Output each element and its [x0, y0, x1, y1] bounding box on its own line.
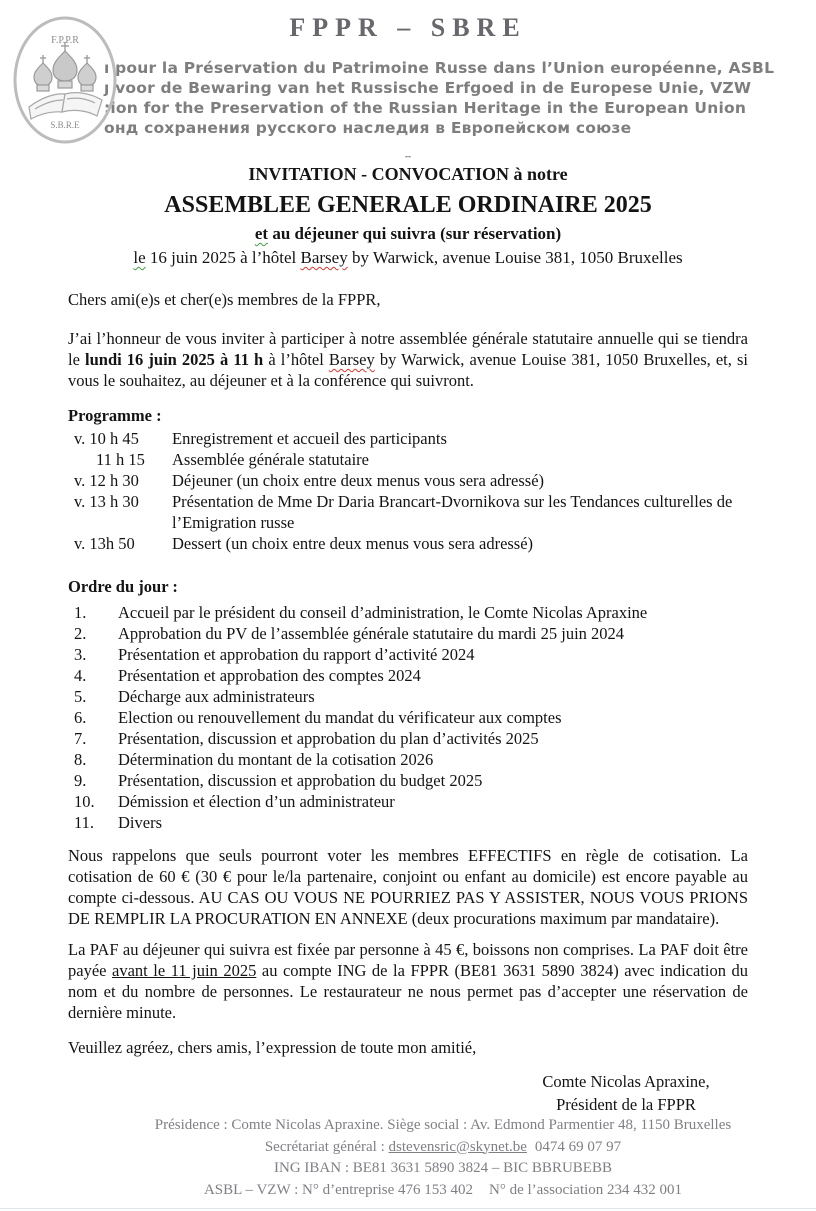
agenda-list — [68, 602, 748, 833]
agenda-number: 10. — [74, 792, 95, 811]
agenda-text: Accueil par le président du conseil d’administration, le Comte Nicolas Apraxine — [118, 603, 648, 622]
programme-item — [68, 470, 748, 491]
programme-text: Présentation de Mme Dr Daria Brancart-Dvornikova sur les Tendances culturelles de l’Emigration russe — [172, 492, 733, 532]
signature-block — [496, 1070, 756, 1116]
paf-paragraph: La PAF au déjeuner qui suivra est fixée par personne à 45 €, boissons non comprises. La PAF doit être payée avant le 11 juin 2025 au compte ING de la FPPR (BE81 3631 5890 3824) avec indication du nom et du nombre de personnes. Le restaurateur ne nous permet pas d’accepter une réservation de dernière minute. — [68, 940, 748, 1022]
signature-role: Président de la FPPR — [556, 1095, 696, 1114]
agenda-number: 6. — [74, 708, 87, 727]
agenda-number: 3. — [74, 645, 87, 664]
agenda-text: Présentation, discussion et approbation du budget 2025 — [118, 771, 483, 790]
agenda-number: 11. — [74, 813, 95, 832]
programme-item — [68, 491, 748, 533]
agenda-text: Divers — [118, 813, 162, 832]
agenda-heading: Ordre du jour : — [68, 577, 178, 596]
agenda-item — [68, 665, 748, 686]
agenda-item — [68, 728, 748, 749]
footer-iban-line: ING IBAN : BE81 3631 5890 3824 – BIC BBRUBEBB — [274, 1160, 612, 1176]
agenda-number: 7. — [74, 729, 87, 748]
secretariat-phone: 0474 69 07 97 — [534, 1138, 622, 1155]
footer-asbl-line: ASBL – VZW : N° d’entreprise 476 153 402 N° de l’association 234 432 001 — [203, 1181, 683, 1198]
russian-church-book-emblem-icon — [13, 15, 118, 145]
greeting: Chers ami(e)s et cher(e)s membres de la FPPR, — [68, 290, 381, 309]
programme-time: v. 13h 50 — [74, 534, 135, 553]
document-footer — [95, 1115, 791, 1201]
programme-time: v. 12 h 30 — [74, 471, 139, 490]
secretariat-email-link[interactable]: dstevensric@skynet.be — [388, 1138, 527, 1155]
org-name-line: :ion for the Preservation of the Russian Heritage in the European Union — [104, 99, 747, 117]
agenda-text: Détermination du montant de la cotisation 2026 — [118, 750, 434, 769]
agenda-text: Démission et élection d’un administrateur — [118, 792, 395, 811]
fppr-sbre-logo — [13, 15, 118, 145]
agenda-text: Approbation du PV de l’assemblée générale statutaire du mardi 25 juin 2024 — [118, 624, 625, 643]
meeting-datetime: lundi 16 juin 2025 à 11 h — [85, 350, 264, 369]
agenda-number: 8. — [74, 750, 87, 769]
bottom-rule — [0, 1208, 816, 1209]
agenda-item — [68, 770, 748, 791]
closing-line: Veuillez agréez, chers amis, l’expression de toute mon amitié, — [68, 1038, 477, 1057]
agenda-item — [68, 686, 748, 707]
logo-bottom-text: S.B.R.E — [50, 120, 80, 130]
agenda-number: 2. — [74, 624, 87, 643]
programme-text: Déjeuner (un choix entre deux menus vous sera adressé) — [172, 471, 545, 490]
programme-text: Dessert (un choix entre deux menus vous sera adressé) — [172, 534, 534, 553]
agenda-item — [68, 749, 748, 770]
agenda-item — [68, 812, 748, 833]
agenda-text: Présentation et approbation du rapport d’activité 2024 — [118, 645, 475, 664]
agenda-text: Décharge aux administrateurs — [118, 687, 315, 706]
venue-line: le 16 juin 2025 à l’hôtel Barsey by Warwick, avenue Louise 381, 1050 Bruxelles — [133, 248, 683, 267]
footer-secretariat-line: Secrétariat général : dstevensric@skynet.be 0474 69 07 97 — [264, 1138, 622, 1155]
agenda-item — [68, 791, 748, 812]
org-name-line: онд сохранения русского наследия в Европейском союзе — [104, 119, 632, 137]
intro-paragraph: J’ai l’honneur de vous inviter à participer à notre assemblée générale statutaire annuelle qui se tiendra le lundi 16 juin 2025 à 11 h à l’hôtel Barsey by Warwick, avenue Louise 381, 1050 Bruxelles, et, si vous le souhaitez, au déjeuner et à la conférence qui suivront. — [68, 329, 748, 390]
agenda-number: 9. — [74, 771, 87, 790]
signature-name: Comte Nicolas Apraxine, — [542, 1072, 710, 1091]
agenda-item — [68, 623, 748, 644]
agenda-number: 5. — [74, 687, 87, 706]
agenda-item — [68, 602, 748, 623]
agenda-text: Election ou renouvellement du mandat du vérificateur aux comptes — [118, 708, 562, 727]
invitation-heading: INVITATION - CONVOCATION à notre — [248, 164, 568, 184]
payment-deadline: avant le 11 juin 2025 — [112, 961, 257, 980]
org-name-line: ȷ voor de Bewaring van het Russische Erfgoed in de Europese Unie, VZW — [104, 79, 752, 97]
programme-time: v. 13 h 30 — [74, 492, 139, 511]
agenda-number: 1. — [74, 603, 87, 622]
programme-heading: Programme : — [68, 406, 162, 425]
programme-text: Assemblée générale statutaire — [172, 450, 369, 469]
agenda-item — [68, 644, 748, 665]
agenda-text: Présentation et approbation des comptes 2024 — [118, 666, 421, 685]
programme-item — [68, 533, 748, 554]
org-name-lines — [104, 58, 816, 138]
logo-top-text: F.P.P.R — [51, 35, 79, 46]
org-name-line: ı pour la Préservation du Patrimoine Russe dans l’Union européenne, ASBL — [104, 59, 775, 77]
programme-item — [68, 449, 748, 470]
programme-time: 11 h 15 — [96, 450, 145, 469]
cotisation-paragraph: Nous rappelons que seuls pourront voter les membres EFFECTIFS en règle de cotisation. La cotisation de 60 € (30 € pour le/la partenaire, conjoint ou enfant au domicile) est encore payable au compte ci-dessous. AU CAS OU VOUS NE POURRIEZ PAS Y ASSISTER, NOUS VOUS PRIONS DE REMPLIR LA PROCURATION EN ANNEXE (deux procurations maximum par mandataire). — [68, 846, 748, 928]
programme-time: v. 10 h 45 — [74, 429, 139, 448]
agenda-number: 4. — [74, 666, 87, 685]
org-title: FPPR – SBRE — [289, 13, 527, 42]
invitation-subtitle: et au déjeuner qui suivra (sur réservation) — [254, 224, 562, 243]
programme-text: Enregistrement et accueil des participants — [172, 429, 447, 448]
programme-item — [68, 428, 748, 449]
agenda-text: Présentation, discussion et approbation du plan d’activités 2025 — [118, 729, 539, 748]
footer-presidence-line: Présidence : Comte Nicolas Apraxine. Siège social : Av. Edmond Parmentier 48, 1150 Bruxelles — [154, 1117, 732, 1133]
scan-artifact: -- — [405, 151, 411, 161]
assembly-title: ASSEMBLEE GENERALE ORDINAIRE 2025 — [164, 192, 652, 218]
programme-list — [68, 428, 748, 554]
agenda-item — [68, 707, 748, 728]
